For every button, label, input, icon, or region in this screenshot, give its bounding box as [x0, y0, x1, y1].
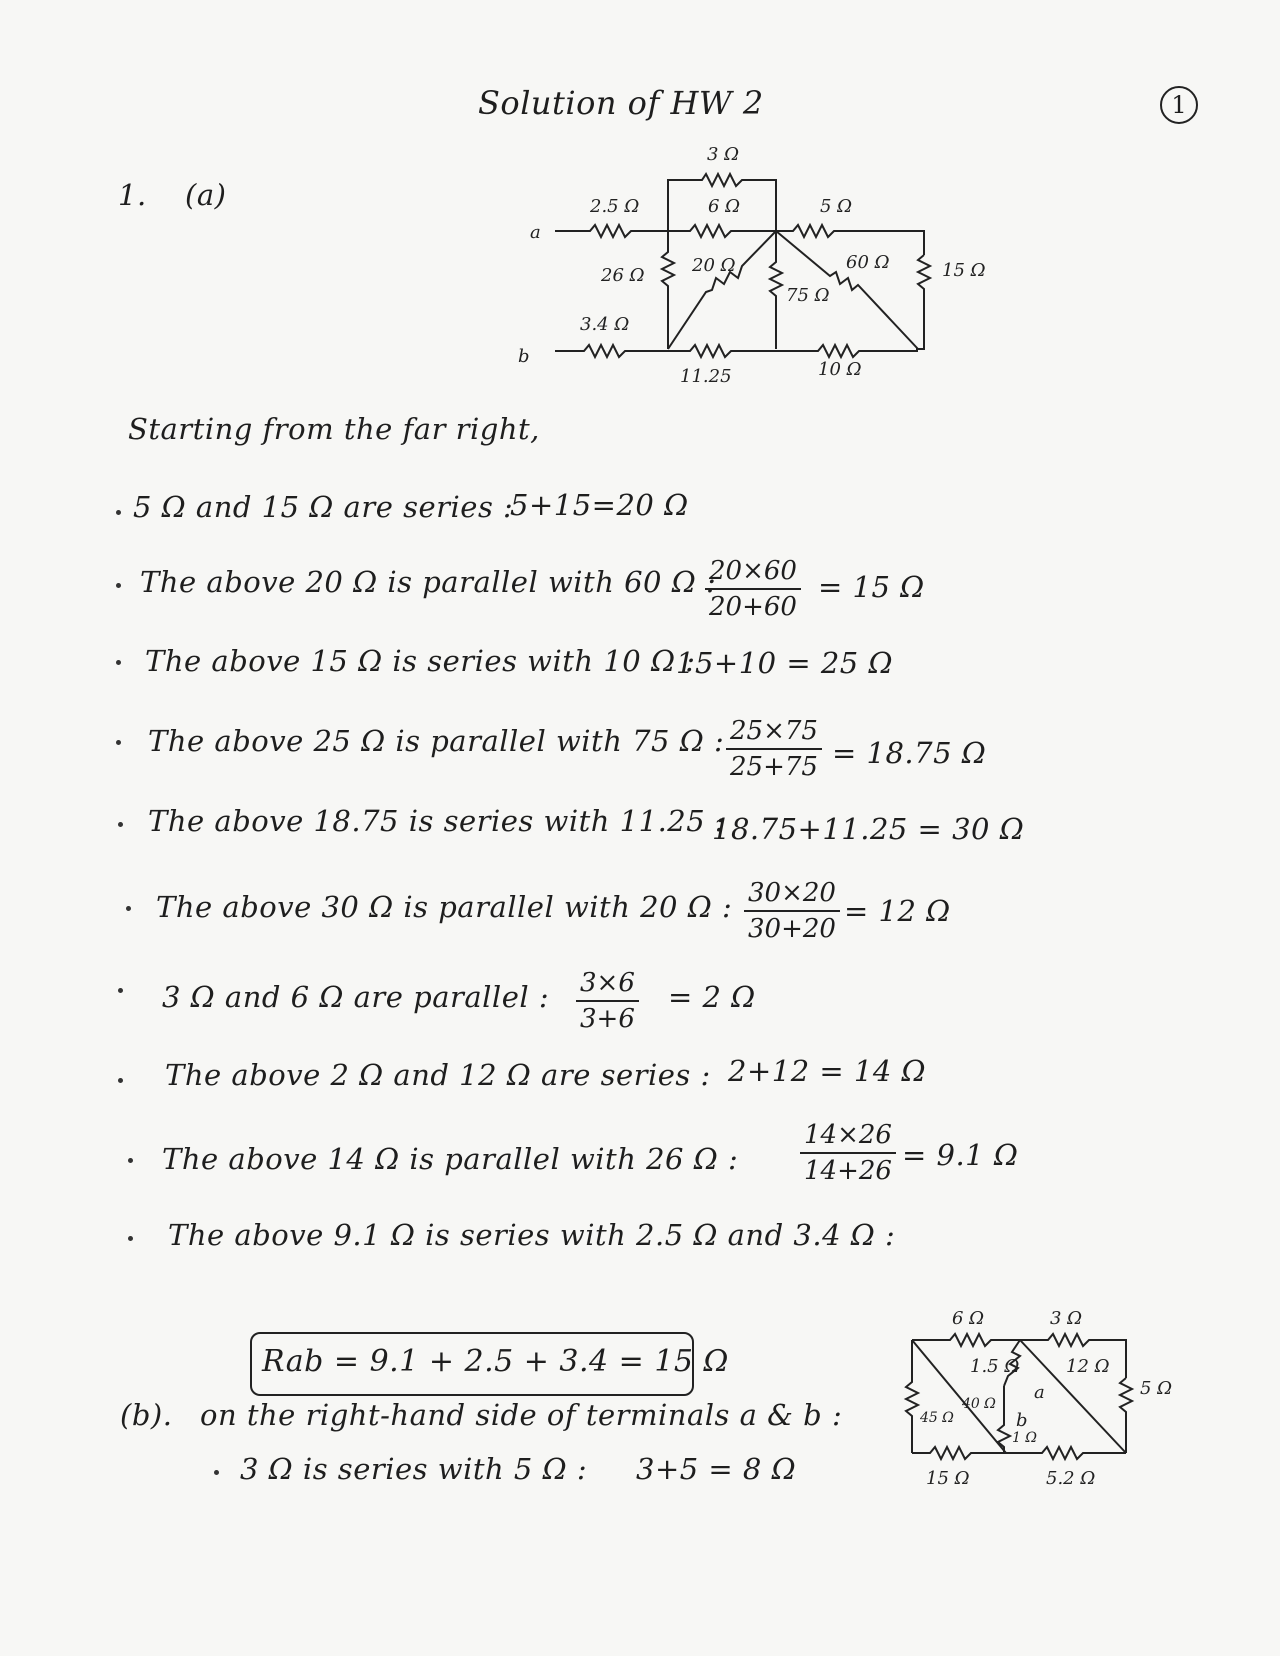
step-4-result: = 18.75 Ω — [832, 736, 987, 770]
final-answer: Rab = 9.1 + 2.5 + 3.4 = 15 Ω — [262, 1344, 729, 1379]
step-7-fraction — [576, 968, 639, 1034]
step-6-result: = 12 Ω — [844, 894, 951, 928]
bullet — [118, 1078, 123, 1083]
step-5-text: The above 18.75 is series with 11.25 : — [148, 804, 726, 838]
step-7-text: 3 Ω and 6 Ω are parallel : — [162, 980, 550, 1014]
resistor-15-label: 15 Ω — [942, 260, 986, 281]
step-2-text: The above 20 Ω is parallel with 60 Ω : — [140, 565, 717, 599]
resistor-5-2-label: 5.2 Ω — [1046, 1468, 1096, 1489]
part-b-step: 3 Ω is series with 5 Ω : — [240, 1452, 588, 1486]
step-4-text: The above 25 Ω is parallel with 75 Ω : — [148, 724, 725, 758]
step-9-numerator: 14×26 — [800, 1120, 896, 1154]
bullet — [116, 660, 121, 665]
resistor-12-label: 12 Ω — [1066, 1356, 1110, 1377]
bullet — [118, 822, 123, 827]
step-4-fraction — [726, 716, 822, 782]
circuit-diagram-a — [0, 0, 1280, 420]
step-2-denominator: 20+60 — [709, 592, 797, 622]
step-8-text: The above 2 Ω and 12 Ω are series : — [165, 1058, 711, 1092]
node-b-label-b: b — [1016, 1410, 1028, 1431]
step-9-denominator: 14+26 — [804, 1156, 892, 1186]
resistor-40-label: 40 Ω — [962, 1396, 996, 1412]
step-7-numerator: 3×6 — [576, 968, 639, 1002]
resistor-26-label: 26 Ω — [601, 265, 645, 286]
step-5-result: 18.75+11.25 = 30 Ω — [712, 812, 1025, 846]
step-6-text: The above 30 Ω is parallel with 20 Ω : — [156, 890, 733, 924]
bullet — [128, 1236, 133, 1241]
bullet — [116, 740, 121, 745]
part-b-step-result: 3+5 = 8 Ω — [636, 1452, 797, 1486]
resistor-1-label: 1 Ω — [1012, 1430, 1037, 1446]
bullet — [116, 583, 121, 588]
resistor-5-label-b: 5 Ω — [1140, 1378, 1173, 1399]
bullet — [116, 510, 121, 515]
step-8-result: 2+12 = 14 Ω — [728, 1054, 927, 1088]
resistor-15-label-b: 15 Ω — [926, 1468, 970, 1489]
resistor-20-label: 20 Ω — [692, 255, 736, 276]
resistor-3-label: 3 Ω — [707, 144, 740, 165]
bullet — [118, 988, 123, 993]
resistor-1-5-label: 1.5 Ω — [970, 1356, 1020, 1377]
resistor-60-label: 60 Ω — [846, 252, 890, 273]
resistor-2-5-label: 2.5 Ω — [590, 196, 640, 217]
step-9-result: = 9.1 Ω — [902, 1138, 1019, 1172]
step-9-fraction — [800, 1120, 896, 1186]
node-a-label-b: a — [1034, 1382, 1045, 1403]
step-2-numerator: 20×60 — [705, 556, 801, 590]
part-b-label: (b). — [120, 1398, 173, 1432]
step-10-text: The above 9.1 Ω is series with 2.5 Ω and 3.4 Ω : — [168, 1218, 896, 1252]
bullet — [126, 906, 131, 911]
step-9-text: The above 14 Ω is parallel with 26 Ω : — [162, 1142, 739, 1176]
step-6-denominator: 30+20 — [748, 914, 836, 944]
step-4-numerator: 25×75 — [726, 716, 822, 750]
step-2-fraction — [705, 556, 801, 622]
intro-text: Starting from the far right, — [128, 412, 540, 446]
part-b-text: on the right-hand side of terminals a & b : — [200, 1398, 843, 1432]
resistor-6-label-b: 6 Ω — [952, 1308, 985, 1329]
resistor-5-label: 5 Ω — [820, 196, 853, 217]
node-a-label: a — [530, 222, 541, 243]
step-6-numerator: 30×20 — [744, 878, 840, 912]
node-b-label: b — [518, 346, 530, 367]
resistor-6-label: 6 Ω — [708, 196, 741, 217]
step-7-denominator: 3+6 — [580, 1004, 635, 1034]
step-4-denominator: 25+75 — [730, 752, 818, 782]
resistor-3-label-b: 3 Ω — [1050, 1308, 1083, 1329]
part-a-label: (a) — [185, 178, 227, 212]
step-3-text: The above 15 Ω is series with 10 Ω : — [145, 644, 696, 678]
page-number: 1 — [1160, 86, 1198, 124]
step-2-result: = 15 Ω — [818, 570, 925, 604]
resistor-10-label: 10 Ω — [818, 359, 862, 380]
resistor-45-label: 45 Ω — [920, 1410, 954, 1426]
step-3-result: 15+10 = 25 Ω — [676, 646, 894, 680]
step-7-result: = 2 Ω — [668, 980, 756, 1014]
bullet — [128, 1158, 133, 1163]
page-title: Solution of HW 2 — [478, 84, 764, 122]
resistor-3-4-label: 3.4 Ω — [580, 314, 630, 335]
resistor-11-25-label: 11.25 — [680, 366, 732, 387]
circuit-diagram-b — [0, 1290, 1280, 1520]
step-1-result: 5+15=20 Ω — [510, 488, 689, 522]
step-1-text: 5 Ω and 15 Ω are series : — [133, 490, 514, 524]
resistor-75-label: 75 Ω — [786, 285, 830, 306]
step-6-fraction — [744, 878, 840, 944]
problem-number: 1. — [118, 178, 147, 212]
